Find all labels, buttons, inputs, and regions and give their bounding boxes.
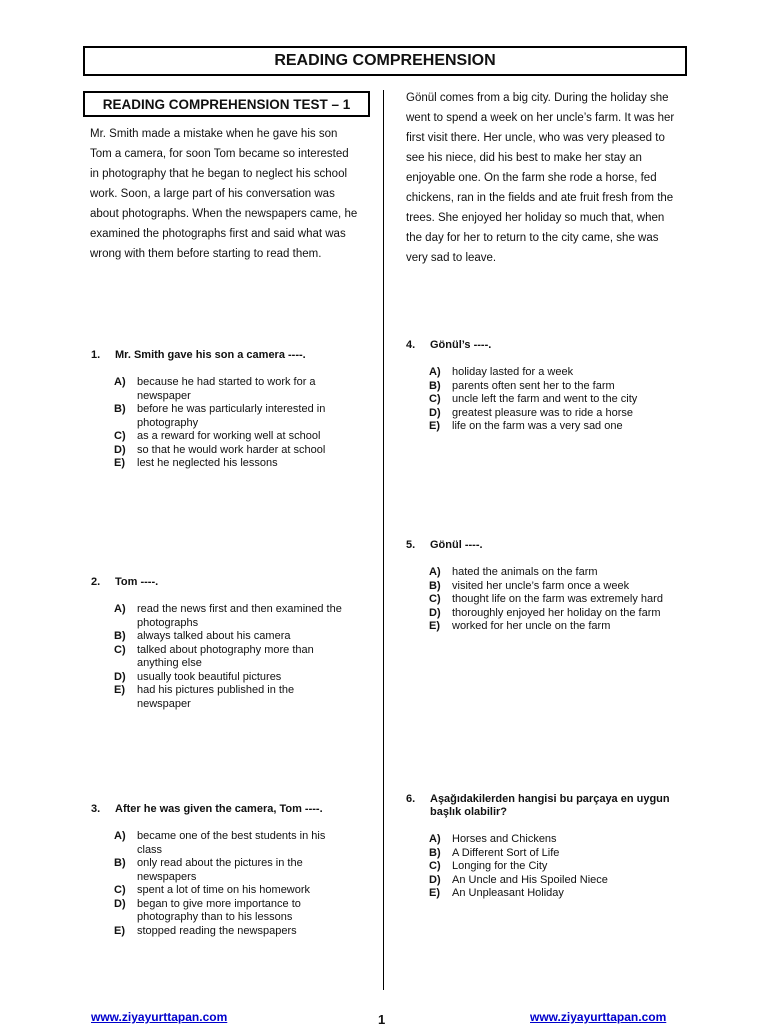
question-number: 1. bbox=[91, 349, 101, 361]
column-divider bbox=[383, 90, 384, 990]
option-e[interactable]: E) life on the farm was a very sad one bbox=[429, 420, 623, 432]
option-b[interactable]: B) A Different Sort of Life bbox=[429, 846, 560, 859]
question-6 bbox=[406, 793, 681, 901]
question-number: 3. bbox=[91, 803, 101, 815]
question-2 bbox=[91, 576, 351, 711]
option-c[interactable]: C) uncle left the farm and went to the city bbox=[429, 393, 638, 405]
passage-1: Mr. Smith made a mistake when he gave his son Tom a camera, for soon Tom became so interested in photography that he began to neglect his school work. Soon, a large part of his conversation was about photographs. When the newspapers came, he examined the photographs first and said what was wrong with them before starting to read them. bbox=[90, 128, 358, 260]
option-d[interactable]: D) greatest pleasure was to ride a horse bbox=[429, 406, 633, 419]
option-b[interactable]: B) visited her uncle’s farm once a week bbox=[429, 579, 630, 592]
question-stem: Mr. Smith gave his son a camera ----. bbox=[115, 349, 306, 361]
option-a[interactable]: A) read the news first and then examined the photographs bbox=[114, 603, 342, 629]
question-stem: Gönül’s ----. bbox=[430, 339, 492, 351]
question-number: 4. bbox=[406, 339, 416, 351]
option-d[interactable]: D) An Uncle and His Spoiled Niece bbox=[429, 873, 608, 886]
question-stem: After he was given the camera, Tom ----. bbox=[115, 803, 323, 815]
question-stem: Tom ----. bbox=[115, 576, 159, 588]
option-d[interactable]: D) began to give more importance to photography than to his lessons bbox=[114, 897, 301, 923]
passage-2: Gönül comes from a big city. During the holiday she went to spend a week on her uncle’s farm. It was her first visit there. Her uncle, who was very pleased to see his niece, did his best to make her stay an enjoyable one. On the farm she rode a horse, fed chickens, ran in the fields and ate fruit fresh from the trees. She enjoyed her holiday so much that, when the day for her to return to the city came, she was very sad to leave. bbox=[406, 92, 675, 264]
option-e[interactable]: E) stopped reading the newspapers bbox=[114, 924, 297, 937]
footer-link-right[interactable]: www.ziyayurttapan.com bbox=[530, 1010, 667, 1024]
question-stem: Gönül ----. bbox=[430, 539, 483, 551]
option-e[interactable]: E) lest he neglected his lessons bbox=[114, 457, 278, 469]
option-a[interactable]: A) holiday lasted for a week bbox=[429, 366, 574, 378]
option-b[interactable]: B) before he was particularly interested in photography bbox=[114, 403, 326, 429]
option-d[interactable]: D) so that he would work harder at school bbox=[114, 443, 326, 456]
option-c[interactable]: C) Longing for the City bbox=[429, 860, 548, 872]
option-c[interactable]: C) thought life on the farm was extremely hard bbox=[429, 593, 663, 605]
option-b[interactable]: B) only read about the pictures in the newspapers bbox=[114, 857, 303, 883]
page-title: READING COMPREHENSION bbox=[83, 46, 687, 76]
option-a[interactable]: A) became one of the best students in his class bbox=[114, 830, 326, 856]
option-b[interactable]: B) parents often sent her to the farm bbox=[429, 379, 615, 392]
page-number: 1 bbox=[378, 1012, 386, 1027]
question-stem: Aşağıdakilerden hangisi bu parçaya en uygun başlık olabilir? bbox=[430, 793, 670, 818]
question-number: 6. bbox=[406, 793, 416, 805]
question-4 bbox=[406, 339, 681, 434]
question-number: 5. bbox=[406, 539, 416, 551]
question-5 bbox=[406, 539, 681, 634]
option-e[interactable]: E) had his pictures published in the newspaper bbox=[114, 684, 295, 710]
option-e[interactable]: E) An Unpleasant Holiday bbox=[429, 887, 564, 899]
question-number: 2. bbox=[91, 576, 101, 588]
question-1 bbox=[91, 349, 351, 471]
test-title: READING COMPREHENSION TEST – 1 bbox=[83, 91, 370, 117]
option-a[interactable]: A) because he had started to work for a newspaper bbox=[114, 376, 316, 402]
option-a[interactable]: A) hated the animals on the farm bbox=[429, 566, 598, 578]
option-c[interactable]: C) spent a lot of time on his homework bbox=[114, 884, 311, 896]
option-d[interactable]: D) thoroughly enjoyed her holiday on the farm bbox=[429, 606, 661, 619]
option-c[interactable]: C) talked about photography more than anything else bbox=[114, 643, 314, 669]
option-e[interactable]: E) worked for her uncle on the farm bbox=[429, 620, 611, 632]
option-b[interactable]: B) always talked about his camera bbox=[114, 630, 291, 642]
footer-link-left[interactable]: www.ziyayurttapan.com bbox=[91, 1010, 228, 1024]
option-d[interactable]: D) usually took beautiful pictures bbox=[114, 670, 282, 683]
option-c[interactable]: C) as a reward for working well at school bbox=[114, 430, 321, 442]
option-a[interactable]: A) Horses and Chickens bbox=[429, 833, 557, 845]
question-3 bbox=[91, 803, 351, 938]
